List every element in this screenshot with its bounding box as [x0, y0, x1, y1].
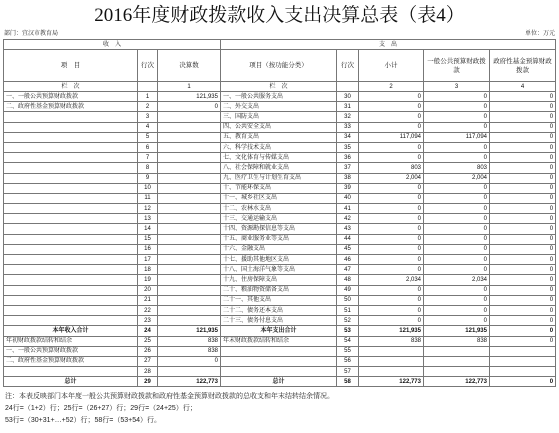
expense-subtotal-cell: 0: [359, 112, 424, 122]
table-row: [4, 255, 556, 265]
expense-subtotal-cell: 838: [359, 336, 424, 346]
general-budget-cell: 0: [424, 153, 490, 163]
income-line-no-cell: 11: [138, 193, 158, 203]
expense-item-cell: 七、文化体育与传媒支出: [221, 153, 337, 163]
footnote-line: 注：本表反映部门本年度一般公共预算财政拨款和政府性基金预算财政拨款的总收支和年末结转结余情况。: [5, 393, 334, 400]
expense-subtotal-cell: 0: [359, 214, 424, 224]
expense-item-cell: 六、科学技术支出: [221, 142, 337, 152]
fund-budget-cell: 0: [490, 316, 556, 326]
table-row: [4, 336, 556, 346]
income-amount-cell: 0: [158, 356, 221, 366]
income-amount-cell: [158, 224, 221, 234]
budget-table: [3, 39, 556, 387]
general-budget-header: 一般公共预算财政拨款: [424, 50, 490, 82]
general-budget-cell: 0: [424, 224, 490, 234]
expense-subtotal-cell: 0: [359, 255, 424, 265]
income-item-cell: 年初财政拨款结转和结余: [4, 336, 138, 346]
expense-section-header: 支 出: [221, 40, 556, 50]
income-line-no-cell: 8: [138, 163, 158, 173]
income-item-cell: [4, 173, 138, 183]
income-amount-cell: [158, 183, 221, 193]
income-amount-cell: [158, 255, 221, 265]
income-line-no-cell: 29: [138, 377, 158, 387]
general-budget-cell: 0: [424, 234, 490, 244]
income-line-no-cell: 23: [138, 316, 158, 326]
income-item-cell: [4, 132, 138, 142]
income-amount-cell: 838: [158, 346, 221, 356]
general-budget-cell: [424, 367, 490, 377]
general-budget-cell: 803: [424, 163, 490, 173]
general-budget-cell: 0: [424, 255, 490, 265]
expense-item-cell: 一、一般公共服务支出: [221, 92, 337, 102]
expense-line-no-cell: 54: [337, 336, 359, 346]
fund-budget-cell: 0: [490, 305, 556, 315]
general-budget-cell: 838: [424, 336, 490, 346]
income-amount-cell: [158, 112, 221, 122]
expense-item-cell: 十九、住房保障支出: [221, 275, 337, 285]
table-row: [4, 305, 556, 315]
table-row: [4, 326, 556, 336]
expense-subtotal-cell: [359, 356, 424, 366]
income-item-cell: [4, 255, 138, 265]
expense-subtotal-cell: 0: [359, 234, 424, 244]
fund-budget-cell: 0: [490, 183, 556, 193]
income-item-cell: [4, 142, 138, 152]
expense-item-cell: 十四、资源勘探信息等支出: [221, 224, 337, 234]
general-budget-cell: 117,094: [424, 132, 490, 142]
expense-line-no-cell: 53: [337, 326, 359, 336]
income-amount-cell: [158, 234, 221, 244]
income-item-cell: [4, 275, 138, 285]
income-item-cell: [4, 214, 138, 224]
table-row: [4, 163, 556, 173]
table-row: [4, 92, 556, 102]
expense-item-cell: 本年支出合计: [221, 326, 337, 336]
expense-line-no-cell: 36: [337, 153, 359, 163]
general-budget-cell: 0: [424, 214, 490, 224]
expense-line-no-header: 行次: [337, 50, 359, 82]
table-row: [4, 285, 556, 295]
fund-budget-cell: 0: [490, 102, 556, 112]
income-line-no-header: 行次: [138, 50, 158, 82]
fund-budget-cell: 0: [490, 122, 556, 132]
expense-subtotal-cell: [359, 367, 424, 377]
expense-subtotal-cell: [359, 346, 424, 356]
income-amount-cell: [158, 122, 221, 132]
expense-line-no-cell: 40: [337, 193, 359, 203]
column-header-row: [4, 50, 556, 82]
expense-line-no-cell: 41: [337, 204, 359, 214]
income-line-no-cell: 22: [138, 305, 158, 315]
expense-item-cell: 二十二、债务还本支出: [221, 305, 337, 315]
department-label: 部门：宜汉市教育局: [4, 31, 59, 37]
footnotes: [5, 391, 555, 427]
general-budget-cell: 0: [424, 142, 490, 152]
table-row: [4, 112, 556, 122]
income-line-no-cell: 20: [138, 285, 158, 295]
expense-line-no-cell: 55: [337, 346, 359, 356]
expense-line-no-cell: 32: [337, 112, 359, 122]
income-item-cell: [4, 244, 138, 254]
income-item-cell: [4, 204, 138, 214]
income-line-no-cell: 5: [138, 132, 158, 142]
expense-subtotal-cell: 0: [359, 295, 424, 305]
expense-line-no-cell: 52: [337, 316, 359, 326]
expense-item-cell: 八、社会保障和就业支出: [221, 163, 337, 173]
expense-item-cell: 十一、城乡社区支出: [221, 193, 337, 203]
table-row: [4, 204, 556, 214]
expense-line-no-cell: 56: [337, 356, 359, 366]
general-budget-cell: [424, 346, 490, 356]
table-row: [4, 193, 556, 203]
expense-subtotal-cell: 0: [359, 183, 424, 193]
table-row: [4, 377, 556, 387]
income-item-cell: [4, 122, 138, 132]
expense-index-label: 栏 次: [221, 82, 337, 92]
income-line-no-cell: 3: [138, 112, 158, 122]
fund-budget-cell: 0: [490, 336, 556, 346]
fund-budget-cell: 0: [490, 92, 556, 102]
income-item-cell: 总计: [4, 377, 138, 387]
expense-line-no-cell: 48: [337, 275, 359, 285]
income-line-no-cell: 26: [138, 346, 158, 356]
income-item-cell: [4, 224, 138, 234]
report-subheader: [4, 30, 555, 38]
fund-budget-header: 政府性基金预算财政拨款: [490, 50, 556, 82]
income-amount-cell: [158, 132, 221, 142]
table-row: [4, 265, 556, 275]
income-line-no-cell: 19: [138, 275, 158, 285]
fund-budget-cell: [490, 356, 556, 366]
expense-subtotal-cell: 0: [359, 153, 424, 163]
income-line-no-cell: 28: [138, 367, 158, 377]
income-line-no-cell: 4: [138, 122, 158, 132]
income-amount-cell: 838: [158, 336, 221, 346]
expense-subtotal-cell: 0: [359, 102, 424, 112]
table-row: [4, 173, 556, 183]
table-row: [4, 367, 556, 377]
table-row: [4, 102, 556, 112]
income-amount-cell: [158, 193, 221, 203]
income-amount-cell: [158, 173, 221, 183]
expense-item-cell: 十、节能环保支出: [221, 183, 337, 193]
income-line-no-cell: 14: [138, 224, 158, 234]
income-amount-cell: [158, 244, 221, 254]
fund-budget-cell: 0: [490, 255, 556, 265]
expense-item-cell: 二十三、债务付息支出: [221, 316, 337, 326]
footnote-line: 24行=（1+2）行；25行=（26+27）行；29行=（24+25）行；: [5, 405, 197, 412]
expense-item-cell: 十八、国土海洋气象等支出: [221, 265, 337, 275]
expense-subtotal-cell: 0: [359, 224, 424, 234]
income-amount-cell: [158, 204, 221, 214]
column-index-4: 4: [490, 82, 556, 92]
income-item-cell: [4, 163, 138, 173]
income-line-no-cell: 1: [138, 92, 158, 102]
expense-item-cell: [221, 346, 337, 356]
income-line-no-cell: 2: [138, 102, 158, 112]
income-line-no-cell: 15: [138, 234, 158, 244]
expense-item-cell: 二、外交支出: [221, 102, 337, 112]
income-item-cell: 二、政府性基金预算财政拨款: [4, 356, 138, 366]
general-budget-cell: 0: [424, 265, 490, 275]
fund-budget-cell: 0: [490, 265, 556, 275]
expense-subtotal-cell: 121,935: [359, 326, 424, 336]
table-row: [4, 224, 556, 234]
expense-line-no-cell: 43: [337, 224, 359, 234]
unit-label: 单位：万元: [524, 31, 555, 37]
expense-item-cell: 总计: [221, 377, 337, 387]
income-item-cell: [4, 295, 138, 305]
income-item-cell: [4, 265, 138, 275]
expense-item-cell: 十二、农林水支出: [221, 204, 337, 214]
expense-item-cell: 十五、商业服务业等支出: [221, 234, 337, 244]
income-amount-cell: [158, 142, 221, 152]
expense-line-no-cell: 49: [337, 285, 359, 295]
income-amount-cell: [158, 305, 221, 315]
fund-budget-cell: 0: [490, 163, 556, 173]
income-amount-cell: 0: [158, 102, 221, 112]
table-row: [4, 183, 556, 193]
expense-item-cell: 三、国防支出: [221, 112, 337, 122]
footnote-line: 53行=（30+31+…+52）行；58行=（53+54）行。: [5, 417, 162, 424]
column-index-2: 2: [359, 82, 424, 92]
expense-line-no-cell: 38: [337, 173, 359, 183]
expense-subtotal-cell: 803: [359, 163, 424, 173]
expense-subtotal-cell: 0: [359, 265, 424, 275]
fund-budget-cell: 0: [490, 295, 556, 305]
fund-budget-cell: 0: [490, 214, 556, 224]
general-budget-cell: 0: [424, 183, 490, 193]
expense-subtotal-cell: 0: [359, 305, 424, 315]
general-budget-cell: 122,773: [424, 377, 490, 387]
expense-line-no-cell: 51: [337, 305, 359, 315]
table-body: [4, 92, 556, 387]
general-budget-cell: 0: [424, 122, 490, 132]
income-item-cell: [4, 183, 138, 193]
income-amount-cell: [158, 265, 221, 275]
table-row: [4, 142, 556, 152]
general-budget-cell: 0: [424, 92, 490, 102]
table-row: [4, 234, 556, 244]
table-row: [4, 295, 556, 305]
column-index-3: 3: [424, 82, 490, 92]
income-item-cell: [4, 367, 138, 377]
table-row: [4, 275, 556, 285]
income-item-cell: [4, 234, 138, 244]
table-row: [4, 244, 556, 254]
expense-subtotal-cell: 0: [359, 244, 424, 254]
expense-line-no-cell: 57: [337, 367, 359, 377]
expense-item-cell: 二十、粮油物资储备支出: [221, 285, 337, 295]
blank-cell: [337, 82, 359, 92]
expense-line-no-cell: 45: [337, 244, 359, 254]
income-line-no-cell: 27: [138, 356, 158, 366]
income-line-no-cell: 25: [138, 336, 158, 346]
income-amount-cell: [158, 285, 221, 295]
general-budget-cell: 0: [424, 295, 490, 305]
income-item-cell: [4, 316, 138, 326]
income-amount-cell: [158, 316, 221, 326]
income-item-cell: [4, 285, 138, 295]
expense-line-no-cell: 33: [337, 122, 359, 132]
page-title: 2016年度财政拨款收入支出决算总表（表4）: [94, 5, 465, 26]
expense-subtotal-cell: 0: [359, 122, 424, 132]
expense-item-cell: 二十一、其他支出: [221, 295, 337, 305]
expense-item-cell: 年末财政拨款结转和结余: [221, 336, 337, 346]
expense-line-no-cell: 30: [337, 92, 359, 102]
expense-subtotal-cell: 0: [359, 285, 424, 295]
expense-line-no-cell: 37: [337, 163, 359, 173]
income-amount-cell: [158, 153, 221, 163]
expense-item-cell: [221, 356, 337, 366]
income-item-cell: [4, 305, 138, 315]
income-line-no-cell: 9: [138, 173, 158, 183]
fund-budget-cell: 0: [490, 377, 556, 387]
income-line-no-cell: 13: [138, 214, 158, 224]
fund-budget-cell: 0: [490, 193, 556, 203]
expense-subtotal-cell: 2,034: [359, 275, 424, 285]
income-line-no-cell: 18: [138, 265, 158, 275]
income-line-no-cell: 7: [138, 153, 158, 163]
income-line-no-cell: 10: [138, 183, 158, 193]
income-item-cell: [4, 112, 138, 122]
expense-item-cell: 十七、援助其他地区支出: [221, 255, 337, 265]
table-row: [4, 132, 556, 142]
income-item-cell: 一、一般公共预算财政拨款: [4, 346, 138, 356]
expense-line-no-cell: 46: [337, 255, 359, 265]
expense-line-no-cell: 39: [337, 183, 359, 193]
fund-budget-cell: 0: [490, 285, 556, 295]
income-amount-cell: [158, 163, 221, 173]
fund-budget-cell: 0: [490, 204, 556, 214]
fund-budget-cell: 0: [490, 224, 556, 234]
general-budget-cell: 0: [424, 285, 490, 295]
expense-line-no-cell: 47: [337, 265, 359, 275]
expense-line-no-cell: 31: [337, 102, 359, 112]
income-line-no-cell: 6: [138, 142, 158, 152]
expense-item-cell: 四、公共安全支出: [221, 122, 337, 132]
fund-budget-cell: 0: [490, 173, 556, 183]
general-budget-cell: 0: [424, 305, 490, 315]
table-row: [4, 122, 556, 132]
expense-item-cell: 十六、金融支出: [221, 244, 337, 254]
column-index-1: 1: [158, 82, 221, 92]
income-amount-cell: 122,773: [158, 377, 221, 387]
expense-subtotal-cell: 122,773: [359, 377, 424, 387]
table-row: [4, 346, 556, 356]
fund-budget-cell: 0: [490, 153, 556, 163]
fund-budget-cell: 0: [490, 132, 556, 142]
general-budget-cell: 0: [424, 316, 490, 326]
general-budget-cell: 2,004: [424, 173, 490, 183]
fund-budget-cell: 0: [490, 234, 556, 244]
final-amount-header: 决算数: [158, 50, 221, 82]
section-header-row: [4, 40, 556, 50]
fund-budget-cell: [490, 346, 556, 356]
income-amount-cell: [158, 275, 221, 285]
expense-subtotal-cell: 0: [359, 193, 424, 203]
general-budget-cell: [424, 356, 490, 366]
fund-budget-cell: [490, 367, 556, 377]
fund-budget-cell: 0: [490, 275, 556, 285]
expense-line-no-cell: 44: [337, 234, 359, 244]
income-item-cell: 一、一般公共预算财政拨款: [4, 92, 138, 102]
income-item-header: 项 目: [4, 50, 138, 82]
expense-line-no-cell: 34: [337, 132, 359, 142]
income-amount-cell: [158, 295, 221, 305]
income-item-cell: [4, 153, 138, 163]
expense-line-no-cell: 42: [337, 214, 359, 224]
expense-subtotal-cell: 0: [359, 142, 424, 152]
expense-subtotal-cell: 2,004: [359, 173, 424, 183]
expense-subtotal-cell: 0: [359, 92, 424, 102]
column-index-row: [4, 82, 556, 92]
subtotal-header: 小计: [359, 50, 424, 82]
income-line-no-cell: 24: [138, 326, 158, 336]
expense-subtotal-cell: 0: [359, 316, 424, 326]
table-row: [4, 153, 556, 163]
table-row: [4, 214, 556, 224]
income-item-cell: 本年收入合计: [4, 326, 138, 336]
expense-item-header: 项目（按功能分类）: [221, 50, 337, 82]
general-budget-cell: 0: [424, 204, 490, 214]
expense-line-no-cell: 58: [337, 377, 359, 387]
fund-budget-cell: 0: [490, 142, 556, 152]
general-budget-cell: 2,034: [424, 275, 490, 285]
income-index-label: 栏 次: [4, 82, 138, 92]
expense-line-no-cell: 35: [337, 142, 359, 152]
income-amount-cell: 121,935: [158, 326, 221, 336]
blank-cell: [138, 82, 158, 92]
income-amount-cell: [158, 367, 221, 377]
expense-item-cell: 十三、交通运输支出: [221, 214, 337, 224]
general-budget-cell: 0: [424, 244, 490, 254]
expense-line-no-cell: 50: [337, 295, 359, 305]
general-budget-cell: 0: [424, 193, 490, 203]
fund-budget-cell: 0: [490, 112, 556, 122]
expense-item-cell: [221, 367, 337, 377]
fund-budget-cell: 0: [490, 326, 556, 336]
expense-subtotal-cell: 0: [359, 204, 424, 214]
table-row: [4, 356, 556, 366]
general-budget-cell: 121,935: [424, 326, 490, 336]
expense-item-cell: 五、教育支出: [221, 132, 337, 142]
general-budget-cell: 0: [424, 112, 490, 122]
income-line-no-cell: 17: [138, 255, 158, 265]
income-item-cell: 二、政府性基金预算财政拨款: [4, 102, 138, 112]
income-amount-cell: 121,935: [158, 92, 221, 102]
expense-item-cell: 九、医疗卫生与计划生育支出: [221, 173, 337, 183]
general-budget-cell: 0: [424, 102, 490, 112]
income-line-no-cell: 16: [138, 244, 158, 254]
income-line-no-cell: 12: [138, 204, 158, 214]
income-line-no-cell: 21: [138, 295, 158, 305]
table-row: [4, 316, 556, 326]
income-section-header: 收 入: [4, 40, 221, 50]
fund-budget-cell: 0: [490, 244, 556, 254]
expense-subtotal-cell: 117,094: [359, 132, 424, 142]
income-item-cell: [4, 193, 138, 203]
income-amount-cell: [158, 214, 221, 224]
